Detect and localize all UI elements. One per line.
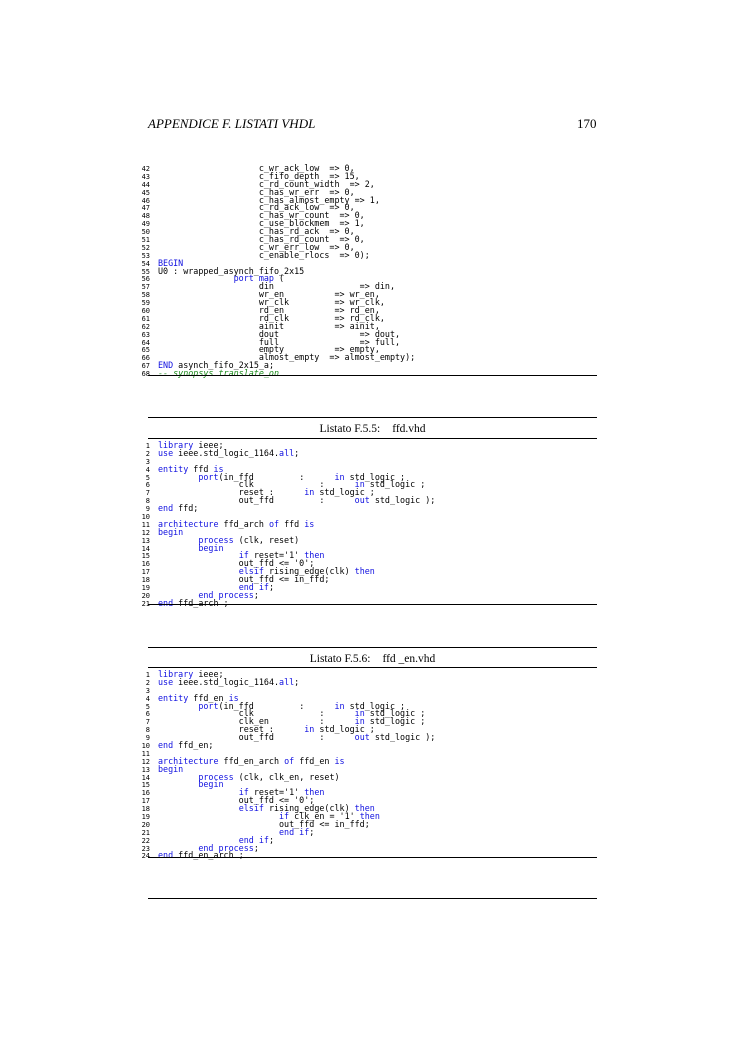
code-comment: -- synopsys translate_on [158,368,280,379]
code-text: c_has_wr_err => 0, [158,186,355,197]
line-number: 15 [141,552,150,561]
code-keyword: all [279,676,295,687]
line-number: 23 [141,844,150,853]
code-keyword: end [158,597,174,608]
code-text: ffd_arch [218,518,269,529]
code-line [130,497,600,505]
code-line [130,447,600,458]
code-text: ; [294,447,300,458]
code-text: ffd [188,463,214,474]
code-keyword: if [279,811,290,822]
line-number: 9 [145,505,150,514]
code-text: std_logic ; [344,471,406,482]
code-keyword: then [359,811,380,822]
line-number: 62 [141,322,150,331]
line-number: 11 [141,749,150,758]
code-keyword: if [238,550,249,561]
listing-top-rule [148,647,597,648]
code-text: ffd_en; [173,740,214,751]
code-text: reset : [158,724,305,735]
code-text: clk_en : [158,716,355,727]
code-text: ffd; [173,503,199,514]
code-text: ( [273,273,285,284]
line-number: 10 [141,742,150,751]
code-text: out_ffd <= in_ffd; [158,818,370,829]
code-text: c_has_wr_count => 0, [158,210,365,221]
listing-caption-number: Listato F.5.6: [309,653,371,665]
code-text: dout => dout, [158,328,401,339]
code-text: asynch_fifo_2x15_a; [173,360,274,371]
code-keyword: architecture [158,518,219,529]
listing-end-rule [148,857,597,858]
line-number: 66 [141,354,150,363]
listing-caption [148,652,597,666]
code-text: ffd_en [188,692,229,703]
line-number: 45 [141,188,150,197]
line-number: 48 [141,212,150,221]
code-text: c_enable_rlocs => 0); [158,249,370,260]
code-keyword: elsif [238,803,264,814]
code-keyword: END [158,360,174,371]
code-keyword: begin [198,779,224,790]
code-text: ffd_en_arch ; [173,850,244,861]
code-keyword: of [268,518,280,529]
code-keyword: out [354,495,370,506]
listing-caption [148,422,597,436]
code-keyword: end [158,503,174,514]
code-text: c_use_blockmem => 1, [158,218,365,229]
line-number: 51 [141,236,150,245]
code-text: c_wr_err_low => 0, [158,241,355,252]
code-listing-ffd-en [130,671,600,860]
code-text: reset : [158,487,305,498]
line-number: 18 [141,805,150,814]
code-keyword: end if [279,826,310,837]
code-text: (in_ffd : [218,700,335,711]
code-text: ; [294,676,300,687]
line-number: 47 [141,204,150,213]
code-text: clk : [158,708,355,719]
line-number: 21 [141,828,150,837]
line-number: 14 [141,544,150,553]
line-number: 7 [145,718,150,727]
listing-caption-number: Listato F.5.5: [319,423,381,435]
line-number: 13 [141,765,150,774]
line-number: 5 [145,473,150,482]
code-keyword: then [354,803,375,814]
code-keyword: use [158,676,174,687]
code-text: ieee.std_logic_1164. [173,676,280,687]
code-text: c_has_almost_empty => 1, [158,194,380,205]
code-keyword: begin [158,763,184,774]
line-number: 3 [145,686,150,695]
line-number: 57 [141,283,150,292]
line-number: 44 [141,180,150,189]
line-number: 16 [141,789,150,798]
code-text: std_logic ; [314,487,375,498]
code-keyword: elsif [238,566,264,577]
code-text: ; [309,826,315,837]
code-text: std_logic ); [369,732,436,743]
code-keyword: of [284,755,295,766]
line-number: 22 [141,836,150,845]
code-keyword: process [198,771,234,782]
line-number: 4 [145,465,150,474]
code-text: ainit => ainit, [158,320,380,331]
line-number: 60 [141,307,150,316]
line-number: 17 [141,797,150,806]
line-number: 1 [145,442,150,450]
code-keyword: in [304,724,315,735]
code-line [130,755,600,766]
running-header-chapter: APPENDICE F. LISTATI VHDL [148,116,316,131]
code-keyword: end process [198,589,254,600]
code-line [130,676,600,687]
line-number: 9 [145,734,150,743]
code-keyword: in [354,708,365,719]
line-number: 1 [145,671,150,679]
code-keyword: end [158,740,174,751]
listing-caption-filename: ffd _en.vhd [382,653,436,665]
code-text: std_logic ; [364,708,426,719]
code-keyword: begin [158,526,184,537]
code-text: (in_ffd : [218,471,335,482]
line-number: 12 [141,528,150,537]
code-text: din => din, [158,281,395,292]
code-keyword: is [213,463,224,474]
code-text: ffd_en_arch [218,755,285,766]
line-number: 59 [141,299,150,308]
code-text: std_logic ); [369,495,436,506]
listing-top-rule [148,898,597,899]
line-number: 54 [141,259,150,268]
code-text: out_ffd <= in_ffd; [158,574,330,585]
code-text: rising_edge(clk) [263,803,355,814]
code-text: c_has_rd_ack => 0, [158,226,355,237]
code-listing-ffd [130,442,600,608]
line-number: 55 [141,267,150,276]
code-text: reset='1' [248,550,305,561]
line-number: 46 [141,196,150,205]
code-text: clk : [158,479,355,490]
listing-caption-filename: ffd.vhd [392,423,426,435]
code-keyword: in [354,716,365,727]
line-number: 3 [145,457,150,466]
line-number: 17 [141,568,150,577]
code-text: std_logic ; [364,716,426,727]
line-number: 20 [141,820,150,829]
line-number: 10 [141,513,150,522]
code-keyword: port [198,471,219,482]
code-text: std_logic ; [344,700,406,711]
line-number: 2 [145,678,150,687]
code-text: ; [253,842,259,853]
code-keyword: is [334,755,345,766]
code-keyword: use [158,447,174,458]
line-number: 43 [141,172,150,181]
line-number: 19 [141,584,150,593]
code-text: wr_clk => wr_clk, [158,297,385,308]
code-text: out_ffd : [158,732,355,743]
line-number: 20 [141,591,150,600]
code-text: (clk, reset) [233,534,300,545]
caption-rule [148,667,597,668]
code-keyword: process [198,534,234,545]
code-keyword: in [334,700,345,711]
code-keyword: end [158,850,174,861]
code-keyword: library [158,440,194,450]
code-text: rising_edge(clk) [263,566,355,577]
code-line [130,518,600,529]
line-number: 18 [141,576,150,585]
line-number: 49 [141,220,150,229]
code-keyword: then [304,787,325,798]
code-keyword: end if [238,582,269,593]
code-keyword: then [354,566,375,577]
code-keyword: in [354,479,365,490]
line-number: 61 [141,314,150,323]
code-text: wr_en => wr_en, [158,289,380,300]
line-number: 68 [141,370,150,379]
line-number: 56 [141,275,150,284]
code-line [130,249,600,260]
code-text: ; [253,589,259,600]
code-line [130,742,600,750]
code-keyword: then [304,550,325,561]
code-keyword: all [279,447,295,458]
code-text: std_logic ; [364,479,426,490]
code-keyword: out [354,732,370,743]
line-number: 12 [141,757,150,766]
listing-end-rule [148,604,597,605]
line-number: 63 [141,330,150,339]
code-keyword: entity [158,692,189,703]
code-keyword: BEGIN [158,257,184,268]
code-text: ; [268,582,274,593]
listing-top-rule [148,417,597,418]
code-text: clk_en = '1' [289,811,360,822]
code-keyword: in [334,471,345,482]
line-number: 16 [141,560,150,569]
code-text: almost_empty => almost_empty); [158,352,416,363]
code-listing-asynch-fifo [130,165,600,378]
line-number: 53 [141,251,150,260]
code-keyword: is [228,692,239,703]
code-text: U0 : wrapped_asynch_fifo_2x15 [158,265,305,276]
line-number: 64 [141,338,150,347]
code-text: ; [268,834,274,845]
line-number: 13 [141,536,150,545]
code-keyword: port [198,700,219,711]
code-keyword: architecture [158,755,219,766]
code-text: ffd_arch ; [173,597,229,608]
code-text: out_ffd <= '0'; [158,558,315,569]
code-text: ffd_en [294,755,335,766]
page-number: 170 [577,116,597,131]
code-text: c_rd_ack_low => 0, [158,202,355,213]
code-text: ieee.std_logic_1164. [173,447,280,458]
line-number: 24 [141,852,150,861]
line-number: 14 [141,773,150,782]
line-number: 42 [141,165,150,173]
line-number: 65 [141,346,150,355]
code-keyword: if [238,787,249,798]
code-text: out_ffd <= '0'; [158,795,315,806]
line-number: 19 [141,813,150,822]
code-text: full => full, [158,336,401,347]
line-number: 8 [145,497,150,506]
code-keyword: is [304,518,315,529]
line-number: 4 [145,694,150,703]
code-keyword: library [158,669,194,679]
code-text: empty => empty, [158,344,380,355]
code-keyword: entity [158,463,189,474]
line-number: 11 [141,520,150,529]
code-text: reset='1' [248,787,305,798]
code-text: c_has_rd_count => 0, [158,234,365,245]
code-text: ieee; [193,669,224,679]
code-keyword: port map [233,273,274,284]
line-number: 8 [145,726,150,735]
code-keyword: end if [238,834,269,845]
listing-end-rule [148,375,597,376]
line-number: 6 [145,710,150,719]
code-text: rd_clk => rd_clk, [158,312,385,323]
code-text: c_wr_ack_low => 0, [158,163,355,173]
line-number: 15 [141,781,150,790]
line-number: 21 [141,599,150,608]
line-number: 67 [141,362,150,371]
line-number: 52 [141,243,150,252]
code-text: c_rd_count_width => 2, [158,178,375,189]
code-text: ieee; [193,440,224,450]
line-number: 6 [145,481,150,490]
line-number: 5 [145,702,150,711]
code-text: c_fifo_depth => 15, [158,170,360,181]
caption-rule [148,438,597,439]
code-line [130,505,600,513]
code-text: ffd [279,518,305,529]
line-number: 7 [145,489,150,498]
line-number: 58 [141,291,150,300]
code-keyword: begin [198,542,224,553]
code-keyword: in [304,487,315,498]
code-text: (clk, clk_en, reset) [233,771,340,782]
code-text: std_logic ; [314,724,375,735]
code-text: out_ffd : [158,495,355,506]
line-number: 2 [145,449,150,458]
code-text: rd_en => rd_en, [158,305,380,316]
code-keyword: end process [198,842,254,853]
line-number: 50 [141,228,150,237]
